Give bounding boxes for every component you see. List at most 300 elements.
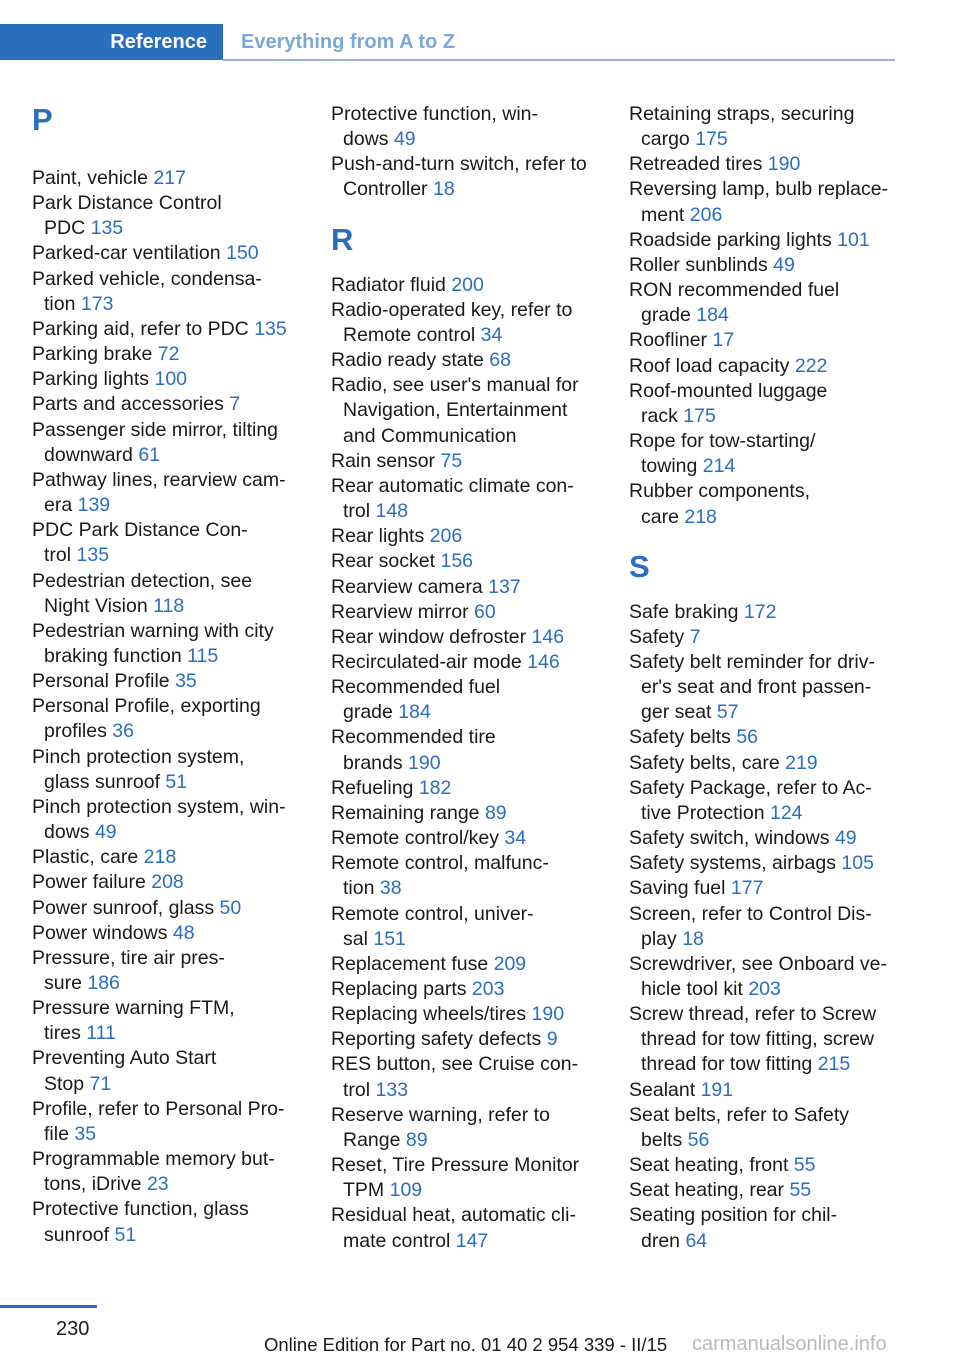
page-link[interactable]: 34	[480, 323, 503, 346]
page-link[interactable]: 18	[682, 927, 704, 950]
index-entry	[629, 650, 897, 725]
entry-text: ment	[641, 203, 685, 226]
entry-text: and Communication	[343, 424, 517, 447]
entry-text: PDC Park Distance Con-	[32, 519, 248, 542]
page-link[interactable]: 182	[418, 776, 452, 799]
entry-text: Safety	[629, 625, 685, 648]
entry-text: Safety Package, refer to Ac-	[629, 776, 872, 799]
page-link[interactable]: 68	[489, 349, 511, 372]
entry-text: Pressure warning FTM,	[32, 997, 235, 1020]
entry-text: dows	[343, 128, 389, 151]
entry-text: Parked vehicle, condensa-	[32, 267, 262, 290]
index-entry	[629, 902, 897, 952]
page-link[interactable]: 64	[685, 1229, 708, 1252]
page-link[interactable]: 51	[165, 770, 188, 793]
page-number: 230	[56, 1318, 90, 1340]
entry-text: Screen, refer to Control Dis-	[629, 902, 872, 925]
entry-text: downward	[44, 443, 133, 466]
index-entry	[629, 1002, 897, 1077]
index-entry	[629, 851, 897, 876]
page-link[interactable]: 7	[689, 625, 701, 648]
page-link[interactable]: 190	[531, 1003, 565, 1026]
page-link[interactable]: 147	[455, 1229, 489, 1252]
entry-text: Remote control	[343, 323, 476, 346]
entry-text: Pathway lines, rearview cam-	[32, 468, 286, 491]
entry-text: sunroof	[44, 1223, 110, 1246]
page-link[interactable]: 89	[405, 1128, 428, 1151]
index-entry	[32, 996, 300, 1046]
index-entry	[32, 946, 300, 996]
index-entry	[629, 1153, 897, 1178]
index-entry	[32, 392, 300, 417]
entry-text: Power sunroof, glass	[32, 896, 215, 919]
entry-text: mate control	[343, 1229, 451, 1252]
page-link[interactable]: 35	[175, 670, 197, 693]
entry-text: Reporting safety defects	[331, 1028, 542, 1051]
index-column-2	[331, 102, 606, 1254]
footer-rule	[0, 1305, 97, 1308]
page-link[interactable]: 209	[493, 952, 527, 975]
entry-text: Safe braking	[629, 600, 739, 623]
index-entry	[32, 745, 300, 795]
page-link[interactable]: 109	[389, 1179, 423, 1202]
page-link[interactable]: 190	[767, 153, 801, 176]
entry-text: Protective function, glass	[32, 1198, 249, 1221]
entry-text: Power windows	[32, 921, 168, 944]
entry-text: Replacing parts	[331, 978, 467, 1000]
page-link[interactable]: 148	[375, 500, 409, 523]
page-link[interactable]: 215	[817, 1053, 851, 1076]
index-entry	[32, 518, 300, 568]
index-entry	[629, 177, 897, 227]
entry-text: Night Vision	[44, 594, 148, 617]
entry-text: RES button, see Cruise con-	[331, 1053, 579, 1076]
page-link[interactable]: 18	[432, 178, 455, 201]
index-entry	[331, 600, 606, 625]
index-entry	[331, 348, 606, 373]
index-entry	[32, 1197, 300, 1247]
page-link[interactable]: 75	[440, 449, 463, 472]
entry-text: Radiator fluid	[331, 273, 446, 296]
entry-text: file	[44, 1122, 69, 1145]
index-entry	[32, 342, 300, 367]
entry-text: Park Distance Control	[32, 192, 222, 215]
index-entry	[629, 751, 897, 776]
page-link[interactable]: 89	[484, 801, 507, 824]
index-entry	[331, 449, 606, 474]
entry-text: Pedestrian warning with city	[32, 619, 274, 642]
page-link[interactable]: 124	[769, 801, 803, 824]
page-link[interactable]: 49	[94, 821, 117, 844]
entry-text: Reversing lamp, bulb replace-	[629, 178, 889, 201]
entry-text: Paint, vehicle	[32, 167, 148, 189]
page-link[interactable]: 200	[451, 273, 484, 296]
entry-text: trol	[343, 1078, 371, 1101]
entry-text: Stop	[44, 1072, 85, 1095]
entry-text: Recommended fuel	[331, 676, 501, 699]
index-entry	[629, 152, 897, 177]
entry-text: tires	[44, 1022, 81, 1045]
entry-text: Reserve warning, refer to	[331, 1103, 550, 1126]
index-entry	[331, 902, 606, 952]
entry-text: Parking lights	[32, 368, 150, 391]
index-entry	[32, 1147, 300, 1197]
index-entry	[331, 650, 606, 675]
page-link[interactable]: 60	[474, 600, 496, 623]
entry-text: Remote control, univer-	[331, 902, 534, 925]
page-link[interactable]: 135	[76, 544, 110, 567]
page-link[interactable]: 156	[440, 550, 474, 573]
entry-text: Personal Profile, exporting	[32, 695, 261, 718]
entry-text: brands	[343, 751, 403, 774]
page-link[interactable]: 222	[794, 354, 828, 377]
entry-text: Remote control/key	[331, 827, 499, 850]
entry-text: RON recommended fuel	[629, 279, 840, 302]
page-link[interactable]: 139	[77, 494, 111, 517]
page-link[interactable]: 56	[736, 726, 759, 749]
index-entry	[32, 191, 300, 241]
page-link[interactable]: 208	[151, 871, 184, 894]
index-entry	[32, 1046, 300, 1096]
index-entry	[331, 851, 606, 901]
index-entry	[331, 1027, 606, 1052]
index-entry	[32, 166, 300, 191]
page-link[interactable]: 118	[153, 594, 185, 617]
page-link[interactable]: 55	[789, 1179, 812, 1202]
page-link[interactable]: 115	[187, 644, 219, 667]
index-entry	[331, 1203, 606, 1253]
index-entry	[331, 675, 606, 725]
entry-text: braking function	[44, 644, 182, 667]
entry-text: Seat heating, front	[629, 1154, 789, 1177]
index-entry	[32, 921, 300, 946]
page-link[interactable]: 38	[379, 877, 402, 900]
page-link[interactable]: 111	[86, 1022, 116, 1045]
index-entry	[32, 317, 300, 342]
page-link[interactable]: 146	[527, 650, 560, 673]
entry-text: Range	[343, 1128, 401, 1151]
index-entry	[331, 273, 606, 298]
entry-text: Personal Profile	[32, 670, 170, 693]
index-entry	[331, 776, 606, 801]
entry-text: cargo	[641, 128, 690, 151]
index-entry	[32, 367, 300, 392]
page-link[interactable]: 100	[154, 368, 188, 391]
entry-text: Radio ready state	[331, 349, 484, 372]
index-entry	[629, 876, 897, 901]
entry-text: Rear lights	[331, 525, 425, 548]
entry-text: Seat belts, refer to Safety	[629, 1103, 850, 1126]
entry-text: dren	[641, 1229, 681, 1252]
index-entry	[629, 826, 897, 851]
entry-text: Push-and-turn switch, refer to	[331, 153, 587, 176]
index-entry	[629, 102, 897, 152]
index-entry	[32, 241, 300, 266]
entry-text: Seat heating, rear	[629, 1179, 785, 1202]
index-entry	[629, 952, 897, 1002]
page-link[interactable]: 175	[683, 404, 716, 427]
entry-text: PDC	[44, 217, 86, 240]
section-title: Everything from A to Z	[241, 31, 456, 53]
page-link[interactable]: 61	[138, 443, 161, 466]
index-entry	[629, 625, 897, 650]
page-link[interactable]: 34	[504, 827, 527, 850]
entry-text: belts	[641, 1128, 683, 1151]
index-entry	[629, 379, 897, 429]
entry-text: thread for tow fitting, screw	[641, 1028, 875, 1051]
page-link[interactable]: 219	[785, 751, 818, 774]
page-link[interactable]: 72	[157, 343, 180, 366]
entry-text: Residual heat, automatic cli-	[331, 1204, 576, 1227]
index-entry	[32, 845, 300, 870]
page-link[interactable]: 49	[393, 128, 416, 151]
entry-text: Seating position for chil-	[629, 1204, 838, 1227]
entry-text: tive Protection	[641, 801, 765, 824]
entry-text: Parking brake	[32, 343, 153, 366]
entry-text: Sealant	[629, 1078, 696, 1101]
entry-text: Remaining range	[331, 801, 480, 824]
entry-text: Rear window defroster	[331, 625, 527, 648]
entry-text: Rope for tow-starting/	[629, 430, 816, 453]
entry-text: Screw thread, refer to Screw	[629, 1003, 877, 1026]
entry-text: towing	[641, 455, 698, 478]
entry-text: Pinch protection system,	[32, 745, 245, 768]
index-entry	[629, 725, 897, 750]
page-link[interactable]: 133	[375, 1078, 409, 1101]
entry-text: Reset, Tire Pressure Monitor	[331, 1154, 580, 1177]
entry-text: Programmable memory but-	[32, 1148, 275, 1171]
index-entry	[629, 1103, 897, 1153]
page-link[interactable]: 218	[143, 846, 177, 869]
index-entry	[629, 253, 897, 278]
entry-text: Rain sensor	[331, 449, 436, 472]
entry-text: thread for tow fitting	[641, 1053, 813, 1076]
index-entry	[331, 977, 606, 1002]
index-entry	[331, 102, 606, 152]
index-entry	[331, 524, 606, 549]
index-entry	[32, 795, 300, 845]
entry-text: Screwdriver, see Onboard ve-	[629, 952, 887, 975]
page-link[interactable]: 48	[172, 921, 195, 944]
entry-text: Roller sunblinds	[629, 253, 768, 276]
page-link[interactable]: 214	[702, 455, 736, 478]
entry-text: Parked-car ventilation	[32, 242, 221, 265]
page-link[interactable]: 9	[546, 1028, 558, 1051]
page-link[interactable]: 7	[229, 393, 241, 416]
index-entry	[629, 479, 897, 529]
page-link[interactable]: 146	[531, 625, 565, 648]
entry-text: Power failure	[32, 871, 146, 894]
entry-text: Radio, see user's manual for	[331, 374, 579, 397]
index-entry	[32, 896, 300, 921]
entry-text: ger seat	[641, 701, 712, 724]
index-entry	[331, 474, 606, 524]
page-header	[0, 24, 895, 62]
entry-text: Protective function, win-	[331, 103, 539, 125]
index-entry	[629, 1203, 897, 1253]
entry-text: hicle tool kit	[641, 978, 743, 1000]
entry-text: Preventing Auto Start	[32, 1047, 217, 1070]
page-link[interactable]: 50	[219, 896, 242, 919]
page-link[interactable]: 206	[689, 203, 723, 226]
page-link[interactable]: 55	[793, 1154, 816, 1177]
page-link[interactable]: 137	[488, 575, 521, 598]
index-entry	[32, 569, 300, 619]
page-link[interactable]: 135	[254, 317, 287, 340]
entry-text: Controller	[343, 178, 428, 201]
entry-text: profiles	[44, 720, 107, 743]
entry-text: Rear automatic climate con-	[331, 474, 574, 497]
entry-text: Profile, refer to Personal Pro-	[32, 1097, 285, 1120]
page-link[interactable]: 150	[226, 242, 259, 265]
entry-text: Replacement fuse	[331, 952, 489, 975]
entry-text: Saving fuel	[629, 877, 726, 900]
edition-note: Online Edition for Part no. 01 40 2 954 339 - II/15	[264, 1334, 668, 1355]
page-link[interactable]: 56	[687, 1128, 710, 1151]
page-link[interactable]: 190	[408, 751, 441, 774]
page-link[interactable]: 206	[429, 525, 463, 548]
index-letter: R	[331, 221, 354, 257]
entry-text: Parts and accessories	[32, 393, 224, 416]
page-link[interactable]: 184	[398, 701, 431, 724]
index-entry	[32, 418, 300, 468]
entry-text: Retaining straps, securing	[629, 103, 855, 125]
entry-text: Replacing wheels/tires	[331, 1003, 527, 1026]
index-entry	[331, 152, 606, 202]
page-link[interactable]: 17	[712, 329, 735, 352]
entry-text: Safety belts	[629, 726, 731, 749]
page-link[interactable]: 49	[834, 827, 857, 850]
index-entry	[331, 625, 606, 650]
index-entry	[629, 429, 897, 479]
index-entry	[331, 826, 606, 851]
entry-text: Refueling	[331, 776, 414, 799]
page-link[interactable]: 57	[716, 701, 739, 724]
page-link[interactable]: 36	[112, 720, 134, 743]
entry-text: Remote control, malfunc-	[331, 852, 549, 875]
index-entry	[629, 1178, 897, 1203]
index-entry	[629, 776, 897, 826]
page-link[interactable]: 184	[696, 304, 729, 327]
index-entry	[32, 267, 300, 317]
page-link[interactable]: 175	[695, 128, 728, 151]
page-link[interactable]: 135	[90, 217, 124, 240]
index-entry	[32, 669, 300, 694]
index-entry	[629, 1078, 897, 1103]
page-link[interactable]: 35	[74, 1122, 97, 1145]
entry-text: Rearview camera	[331, 575, 483, 598]
entry-text: tons, iDrive	[44, 1173, 142, 1196]
entry-text: grade	[343, 701, 393, 724]
page-link[interactable]: 218	[684, 505, 717, 528]
index-entry	[629, 328, 897, 353]
index-entry	[32, 1097, 300, 1147]
entry-text: trol	[343, 500, 371, 523]
page-link[interactable]: 172	[743, 600, 777, 623]
entry-text: Roof load capacity	[629, 354, 790, 377]
index-entry	[32, 870, 300, 895]
page-link[interactable]: 101	[837, 228, 870, 251]
entry-text: Rearview mirror	[331, 600, 469, 623]
entry-text: Plastic, care	[32, 846, 139, 869]
entry-text: Parking aid, refer to PDC	[32, 317, 249, 340]
entry-text: er's seat and front passen-	[641, 676, 872, 699]
entry-text: sure	[44, 972, 82, 994]
index-entry	[331, 1052, 606, 1102]
page-link[interactable]: 186	[87, 972, 120, 994]
page-link[interactable]: 51	[114, 1223, 137, 1246]
entry-text: Roofliner	[629, 329, 708, 352]
entry-text: Pedestrian detection, see	[32, 569, 253, 592]
page-link[interactable]: 71	[89, 1072, 112, 1095]
page-link[interactable]: 173	[80, 292, 114, 315]
entry-text: Safety switch, windows	[629, 827, 830, 850]
entry-text: Safety belts, care	[629, 751, 780, 774]
page-link[interactable]: 203	[748, 978, 781, 1000]
index-entry	[32, 619, 300, 669]
index-letter: S	[629, 548, 650, 584]
entry-text: sal	[343, 927, 368, 950]
entry-text: rack	[641, 404, 678, 427]
index-entry	[331, 725, 606, 775]
index-entry	[331, 1002, 606, 1027]
index-entry	[629, 278, 897, 328]
page-link[interactable]: 23	[146, 1173, 169, 1196]
index-entry	[629, 228, 897, 253]
entry-text: Safety belt reminder for driv-	[629, 650, 876, 673]
page-link[interactable]: 151	[373, 927, 406, 950]
entry-text: grade	[641, 304, 691, 327]
entry-text: tion	[44, 292, 76, 315]
entry-text: era	[44, 494, 73, 517]
index-entry	[331, 373, 606, 448]
entry-text: glass sunroof	[44, 770, 160, 793]
index-entry	[331, 298, 606, 348]
entry-text: Roof-mounted luggage	[629, 379, 828, 402]
index-entry	[331, 952, 606, 977]
entry-text: Safety systems, airbags	[629, 852, 836, 875]
entry-text: Radio-operated key, refer to	[331, 298, 573, 321]
page-link[interactable]: 191	[700, 1078, 734, 1101]
entry-text: Rubber components,	[629, 480, 811, 503]
index-entry	[331, 801, 606, 826]
entry-text: dows	[44, 821, 90, 844]
entry-text: tion	[343, 877, 375, 900]
page-link[interactable]: 203	[471, 978, 505, 1000]
index-entry	[331, 575, 606, 600]
entry-text: Rear socket	[331, 550, 436, 573]
index-column-3	[629, 102, 897, 1254]
index-entry	[629, 600, 897, 625]
entry-text: Pinch protection system, win-	[32, 795, 286, 818]
page-link[interactable]: 177	[730, 877, 764, 900]
index-entry	[331, 1103, 606, 1153]
index-entry	[32, 468, 300, 518]
index-column-1	[32, 102, 300, 1248]
entry-text: Passenger side mirror, tilting	[32, 418, 279, 441]
index-entry	[629, 354, 897, 379]
watermark: carmanualsonline.info	[692, 1333, 887, 1355]
page-link[interactable]: 217	[153, 167, 186, 189]
index-entry	[32, 694, 300, 744]
entry-text: Roadside parking lights	[629, 228, 832, 251]
reference-tab: Reference	[0, 24, 223, 60]
index-entry	[331, 549, 606, 574]
page-link[interactable]: 49	[773, 253, 795, 276]
page-link[interactable]: 105	[841, 852, 874, 875]
entry-text: trol	[44, 544, 72, 567]
index-letter: P	[32, 102, 53, 137]
